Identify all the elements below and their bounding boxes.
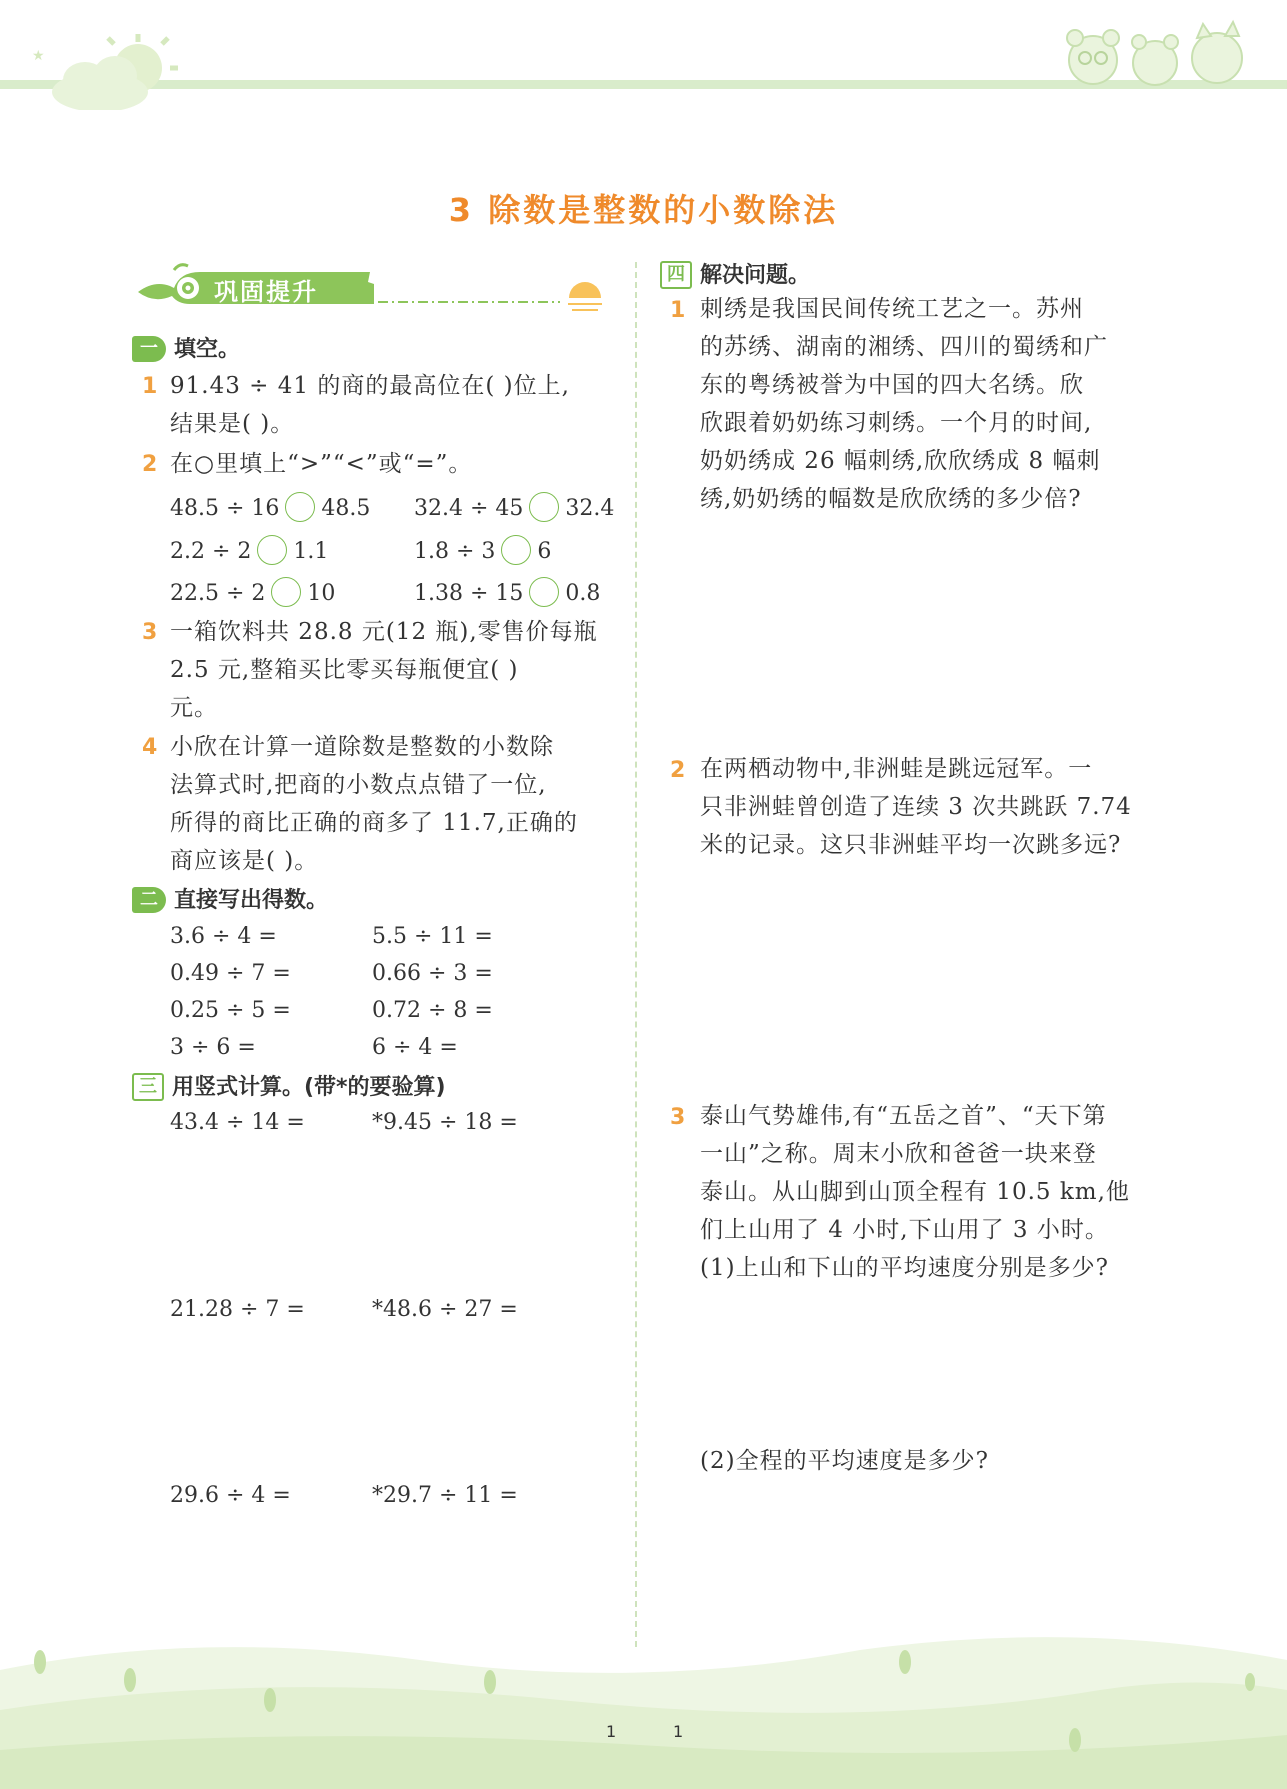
question-line: 奶奶绣成 26 幅刺绣,欣欣绣成 8 幅刺 [700,448,1101,474]
question-text: 在○里填上“>”“<”或“=”。 [170,451,473,477]
question-line: 泰山气势雄伟,有“五岳之首”、“天下第 [700,1103,1107,1129]
answer-circle[interactable] [257,535,287,565]
question-line: 91.43 ÷ 41 的商的最高位在( )位上, [170,373,570,399]
vertical-calc-item: 43.4 ÷ 14 = [170,1110,305,1135]
question-text [170,613,598,727]
section-label: 解决问题。 [700,263,811,288]
section-badge: 二 [132,887,166,913]
question-text [700,290,1108,518]
question-line: 所得的商比正确的商多了 11.7,正确的 [170,810,578,836]
compare-right: 10 [307,581,336,606]
question-line: 法算式时,把商的小数点点错了一位, [170,772,547,798]
oral-calc-item: 5.5 ÷ 11 = [372,924,493,949]
section-fill-blank [132,332,240,363]
column-divider [635,262,637,1647]
compare-left: 1.38 ÷ 15 [414,581,524,606]
question-line: 欣跟着奶奶练习刺绣。一个月的时间, [700,410,1093,436]
section-word-problems [660,258,810,289]
question-line: 们上山用了 4 小时,下山用了 3 小时。 [700,1217,1109,1243]
vertical-calc-item: *29.7 ÷ 11 = [372,1483,518,1508]
question-text [170,728,578,880]
question-number: 1 [670,298,686,323]
question-number: 2 [670,758,686,783]
answer-circle[interactable] [529,492,559,522]
section-banner [130,258,610,318]
compare-left: 2.2 ÷ 2 [170,539,252,564]
question-number: 4 [142,735,158,760]
oral-calc-item: 0.72 ÷ 8 = [372,998,493,1023]
question-line: (1)上山和下山的平均速度分别是多少? [700,1255,1109,1281]
question-line: 2.5 元,整箱买比零买每瓶便宜( ) [170,657,519,683]
question-number: 2 [142,452,158,477]
vertical-calc-item: 21.28 ÷ 7 = [170,1297,305,1322]
question-line: 米的记录。这只非洲蛙平均一次跳多远? [700,832,1122,858]
section-badge: 一 [132,336,166,362]
question-line: 结果是( )。 [170,411,295,437]
svg-text:★: ★ [32,48,45,64]
section-label: 填空。 [174,337,241,362]
section-badge: 四 [660,261,692,289]
answer-circle[interactable] [285,492,315,522]
page-number-left: 1 [606,1722,617,1741]
banner-label: 巩固提升 [214,278,318,306]
compare-item [414,492,614,522]
answer-circle[interactable] [529,577,559,607]
compare-item [170,492,370,522]
compare-right: 48.5 [321,496,371,521]
compare-right: 32.4 [565,496,615,521]
question-text [170,367,570,443]
vertical-calc-item: *48.6 ÷ 27 = [372,1297,518,1322]
sun-cloud-decoration [30,30,180,110]
question-line: 小欣在计算一道除数是整数的小数除 [170,734,554,760]
footer-landscape [0,1630,1287,1789]
page-title: 3 除数是整数的小数除法 [448,191,839,229]
question-number: 1 [142,374,158,399]
answer-circle[interactable] [271,577,301,607]
vertical-calc-item: *9.45 ÷ 18 = [372,1110,518,1135]
question-line: 刺绣是我国民间传统工艺之一。苏州 [700,296,1084,322]
question-line: 的苏绣、湖南的湘绣、四川的蜀绣和广 [700,334,1108,360]
question-line: 一山”之称。周末小欣和爸爸一块来登 [700,1141,1097,1167]
sub-question: (2)全程的平均速度是多少? [700,1448,989,1474]
question-line: 商应该是( )。 [170,848,319,874]
oral-calc-item: 3 ÷ 6 = [170,1035,256,1060]
compare-item [414,535,551,565]
question-line: 元。 [170,695,218,721]
oral-calc-item: 6 ÷ 4 = [372,1035,458,1060]
compare-left: 1.8 ÷ 3 [414,539,496,564]
question-line: 绣,奶奶绣的幅数是欣欣绣的多少倍? [700,486,1082,512]
banner-shape [130,258,610,318]
oral-calc-item: 0.66 ÷ 3 = [372,961,493,986]
answer-circle[interactable] [501,535,531,565]
question-line: 在两栖动物中,非洲蛙是跳远冠军。一 [700,756,1093,782]
compare-left: 32.4 ÷ 45 [414,496,524,521]
question-number: 3 [142,620,158,645]
page-number-right: 1 [673,1722,684,1741]
oral-calc-item: 0.25 ÷ 5 = [170,998,291,1023]
question-line: 东的粤绣被誉为中国的四大名绣。欣 [700,372,1084,398]
question-text [700,1097,1130,1287]
compare-right: 1.1 [293,539,329,564]
question-text [700,750,1132,864]
compare-right: 0.8 [565,581,601,606]
oral-calc-item: 3.6 ÷ 4 = [170,924,277,949]
section-badge: 三 [132,1073,164,1101]
compare-item [170,535,328,565]
question-number: 3 [670,1105,686,1130]
question-line: 只非洲蛙曾创造了连续 3 次共跳跃 7.74 [700,794,1132,820]
compare-item [170,577,335,607]
animals-decoration [1055,18,1255,93]
compare-right: 6 [537,539,552,564]
compare-left: 22.5 ÷ 2 [170,581,266,606]
compare-left: 48.5 ÷ 16 [170,496,280,521]
section-vertical-calc [132,1070,446,1101]
question-line: 泰山。从山脚到山顶全程有 10.5 km,他 [700,1179,1130,1205]
compare-item [414,577,600,607]
oral-calc-item: 0.49 ÷ 7 = [170,961,291,986]
section-label: 直接写出得数。 [174,888,329,913]
section-oral-calc [132,883,328,914]
vertical-calc-item: 29.6 ÷ 4 = [170,1483,291,1508]
section-label: 用竖式计算。(带*的要验算) [172,1075,446,1100]
question-line: 一箱饮料共 28.8 元(12 瓶),零售价每瓶 [170,619,598,645]
